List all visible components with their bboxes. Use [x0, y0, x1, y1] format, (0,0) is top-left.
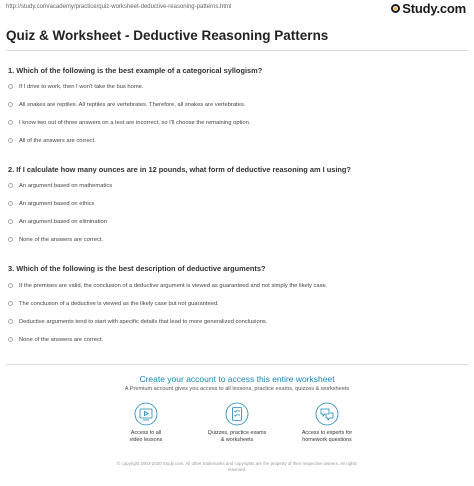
page-header — [0, 0, 474, 18]
feature-line: & worksheets — [220, 437, 254, 443]
feature-line: Access to all — [130, 430, 162, 436]
feature-video-lessons — [106, 402, 186, 444]
question-3-option-b[interactable] — [8, 299, 219, 308]
feature-quizzes — [197, 402, 277, 444]
copyright-line: reserved. — [227, 467, 247, 472]
radio-icon[interactable] — [8, 102, 13, 107]
premium-description: A Premium account gives you access to all lessons, practice exams, quizzes & worksheets — [124, 386, 350, 392]
feature-line: video lessons — [129, 437, 163, 443]
copyright-footer — [0, 461, 474, 473]
radio-icon[interactable] — [8, 84, 13, 89]
question-2-option-d[interactable] — [8, 235, 103, 244]
create-account-link[interactable]: Create your account to access this entire worksheet — [139, 374, 335, 384]
option-label: I know two out of three answers on a test are incorrect, so I'll choose the remaining option. — [19, 119, 251, 126]
study-logo — [391, 1, 466, 16]
feature-line: homework questions — [302, 437, 352, 443]
feature-line: Access to experts for — [301, 430, 353, 436]
question-3-option-c[interactable] — [8, 317, 267, 326]
option-label: An argument based on ethics — [19, 200, 95, 207]
radio-icon[interactable] — [8, 138, 13, 143]
question-2: 2. If I calculate how many ounces are in 12 pounds, what form of deductive reasoning am I using? — [8, 165, 351, 174]
study-logo-icon — [391, 4, 400, 13]
option-label: The conclusion of a deductive is viewed as the likely case but not guaranteed. — [19, 300, 219, 307]
radio-icon[interactable] — [8, 301, 13, 306]
study-logo-text: Study.com — [402, 1, 466, 16]
radio-icon[interactable] — [8, 120, 13, 125]
question-1-option-b[interactable] — [8, 100, 245, 109]
question-1-option-c[interactable] — [8, 118, 251, 127]
copyright-line: © copyright 2003-2020 Study.com. All other trademarks and copyrights are the property of their respective owners. All rights — [117, 461, 357, 466]
question-2-option-a[interactable] — [8, 181, 112, 190]
page-title: Quiz & Worksheet - Deductive Reasoning Patterns — [6, 28, 329, 43]
question-3-option-d[interactable] — [8, 335, 103, 344]
question-1-option-d[interactable] — [8, 136, 96, 145]
expert-help-icon — [315, 402, 339, 426]
option-label: All snakes are reptiles. All reptiles are vertebrates. Therefore, all snakes are vertebrates. — [19, 101, 246, 108]
cta-divider — [6, 364, 468, 365]
option-label: All of the answers are correct. — [19, 137, 96, 144]
question-1-option-a[interactable] — [8, 82, 144, 91]
question-1: 1. Which of the following is the best example of a categorical syllogism? — [8, 66, 263, 75]
radio-icon[interactable] — [8, 337, 13, 342]
option-label: An argument based on elimination — [19, 218, 107, 225]
option-label: An argument based on mathematics — [19, 182, 113, 189]
quiz-worksheet-icon — [225, 402, 249, 426]
option-label: Deductive arguments tend to start with specific details that lead to more generalized conclusions. — [19, 318, 268, 325]
radio-icon[interactable] — [8, 237, 13, 242]
radio-icon[interactable] — [8, 283, 13, 288]
video-lesson-icon — [134, 402, 158, 426]
feature-line: Quizzes, practice exams — [207, 430, 267, 436]
title-divider — [6, 50, 468, 51]
question-2-option-c[interactable] — [8, 217, 107, 226]
feature-experts — [287, 402, 367, 444]
page-url: http://study.com/academy/practice/quiz-worksheet-deductive-reasoning-patterns.html — [6, 4, 232, 10]
option-label: None of the answers are correct. — [19, 336, 104, 343]
radio-icon[interactable] — [8, 219, 13, 224]
question-2-option-b[interactable] — [8, 199, 94, 208]
radio-icon[interactable] — [8, 183, 13, 188]
option-label: If the premises are valid, the conclusion of a deductive argument is viewed as guaranteed and not simply the likely case. — [19, 282, 328, 289]
radio-icon[interactable] — [8, 201, 13, 206]
question-3: 3. Which of the following is the best description of deductive arguments? — [8, 264, 266, 273]
radio-icon[interactable] — [8, 319, 13, 324]
option-label: If I drive to work, then I won't take the bus home. — [19, 83, 144, 90]
question-3-option-a[interactable] — [8, 281, 327, 290]
option-label: None of the answers are correct. — [19, 236, 104, 243]
